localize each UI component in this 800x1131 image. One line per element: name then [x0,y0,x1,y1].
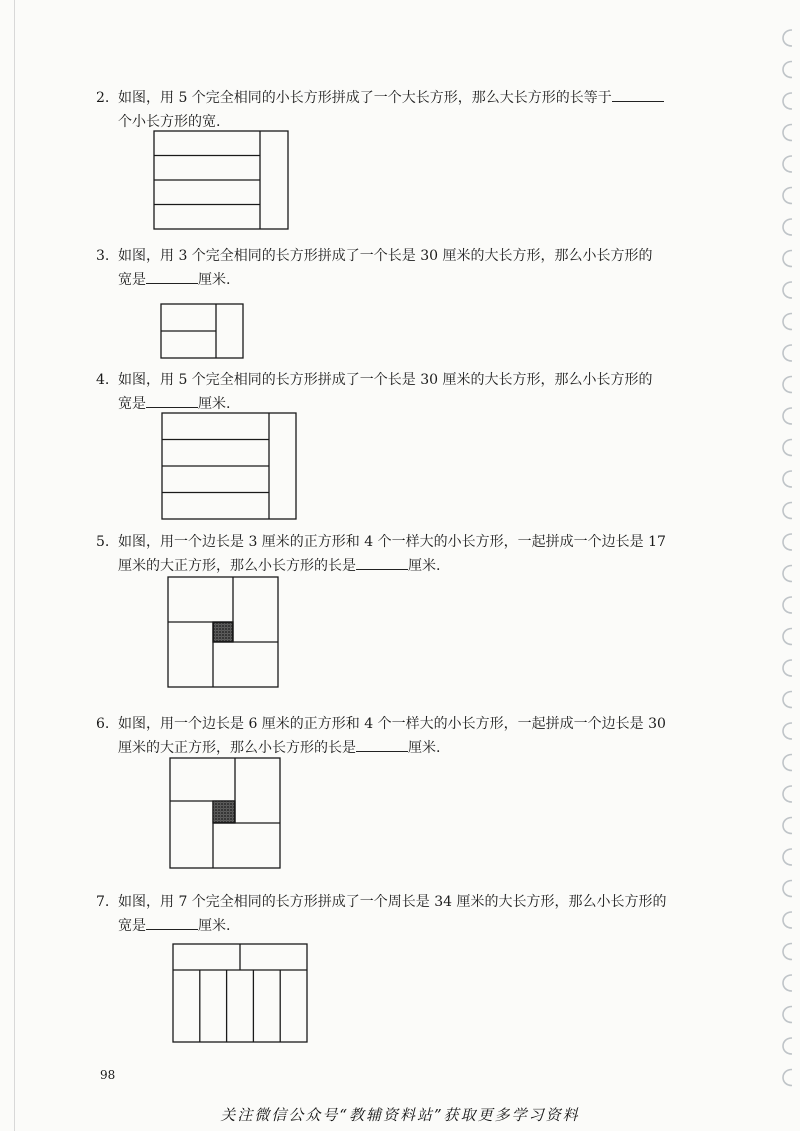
problem-6 [96,712,666,760]
binding-ring [783,1038,792,1054]
binding-ring [783,93,792,109]
figure-problem-5 [166,575,282,691]
binding-ring [783,156,792,172]
problem-text: 如图，用一个边长是 6 厘米的正方形和 4 个一样大的小长方形，一起拼成一个边长是 30 [118,716,666,732]
binding-ring [783,629,792,645]
problem-number: 5. [96,534,110,550]
binding-ring [783,282,792,298]
binding-ring [783,377,792,393]
binding-ring [783,849,792,865]
problem-3 [96,244,653,292]
binding-ring [783,219,792,235]
binding-ring [783,345,792,361]
figure-problem-7 [171,942,311,1046]
problem-text: 如图，用一个边长是 3 厘米的正方形和 4 个一样大的小长方形，一起拼成一个边长是 17 [118,534,666,550]
binding-ring [783,975,792,991]
problem-text: 个小长方形的宽. [118,114,221,130]
binding-ring [783,125,792,141]
binding-ring [783,723,792,739]
problem-text: 厘米. [198,396,231,412]
binding-ring [783,471,792,487]
binding-ring [783,62,792,78]
problem-text: 如图，用 5 个完全相同的长方形拼成了一个长是 30 厘米的大长方形，那么小长方形的 [118,372,653,388]
answer-blank[interactable] [612,86,664,102]
binding-ring [783,440,792,456]
binding-ring [783,912,792,928]
problem-text: 如图，用 5 个完全相同的小长方形拼成了一个大长方形，那么大长方形的长等于 [118,90,612,106]
binding-ring [783,534,792,550]
problem-number: 6. [96,716,110,732]
spiral-binding [772,20,800,1110]
answer-blank[interactable] [356,736,408,752]
problem-number: 4. [96,372,110,388]
answer-blank[interactable] [146,268,198,284]
problem-number: 2. [96,90,110,106]
binding-ring [783,786,792,802]
problem-text: 厘米的大正方形，那么小长方形的长是 [118,740,356,756]
problem-text: 宽是 [118,272,146,288]
binding-ring [783,660,792,676]
answer-blank[interactable] [146,392,198,408]
footer-watermark: 关注微信公众号“教辅资料站”获取更多学习资料 [220,1106,580,1124]
binding-ring [783,944,792,960]
problem-text: 厘米. [408,558,441,574]
binding-ring [783,881,792,897]
figure-problem-3 [159,302,247,362]
binding-ring [783,251,792,267]
problem-text: 如图，用 7 个完全相同的长方形拼成了一个周长是 34 厘米的大长方形，那么小长方形的 [118,894,667,910]
problem-text: 厘米的大正方形，那么小长方形的长是 [118,558,356,574]
figure-problem-6 [168,756,284,872]
answer-blank[interactable] [146,914,198,930]
binding-ring [783,755,792,771]
problem-text: 宽是 [118,396,146,412]
problem-number: 7. [96,894,110,910]
answer-blank[interactable] [356,554,408,570]
problem-4 [96,368,653,416]
binding-ring [783,408,792,424]
binding-ring [783,818,792,834]
binding-ring [783,314,792,330]
figure-problem-2 [152,129,292,233]
problem-5 [96,530,666,578]
binding-ring [783,566,792,582]
problem-2 [96,86,664,134]
problem-number: 3. [96,248,110,264]
binding-ring [783,1007,792,1023]
binding-ring [783,1070,792,1086]
problem-text: 如图，用 3 个完全相同的长方形拼成了一个长是 30 厘米的大长方形，那么小长方形的 [118,248,653,264]
page-edge [14,0,15,1131]
problem-text: 厘米. [198,918,231,934]
figure-problem-4 [160,411,300,523]
binding-ring [783,503,792,519]
problem-text: 厘米. [408,740,441,756]
page-number: 98 [100,1068,116,1082]
binding-ring [783,692,792,708]
problem-text: 宽是 [118,918,146,934]
problem-7 [96,890,667,938]
problem-text: 厘米. [198,272,231,288]
binding-ring [783,30,792,46]
binding-ring [783,188,792,204]
binding-ring [783,597,792,613]
